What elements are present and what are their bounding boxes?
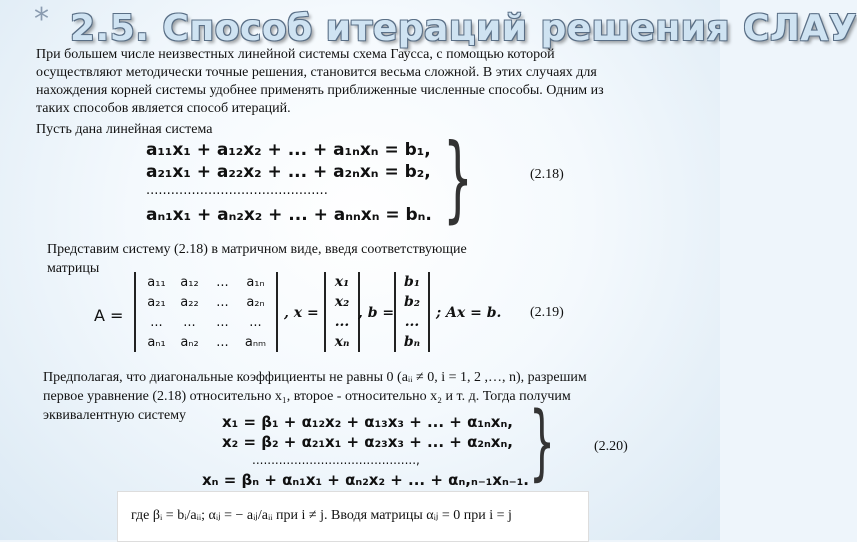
vector-x-label: , x = (284, 305, 319, 321)
intro-line-5: Пусть дана линейная система (36, 122, 213, 137)
vector-b-cell: b₁ (404, 274, 420, 290)
eq-number-219: (2.19) (530, 305, 564, 320)
system-218-row-3: ............................................ (146, 183, 328, 198)
matrix-A-cell: ... (216, 334, 229, 350)
assume-line-3: эквивалентную систему (43, 408, 187, 423)
matrix-A-cell: ... (216, 294, 229, 310)
matrix-intro-line-1: Представим систему (2.18) в матричном виде, введя соответствующие (47, 242, 467, 257)
slide-title: 2.5. Способ итераций решения СЛАУ (70, 8, 857, 49)
system-220-row-4: xₙ = βₙ + αₙ₁x₁ + αₙ₂x₂ + ... + αₙ,ₙ₋₁xₙ₋₁. (202, 471, 529, 489)
coefficient-definition: где βᵢ = bᵢ/aᵢᵢ; αᵢⱼ = − aᵢⱼ/aᵢᵢ при i ≠ j. Вводя матрицы αᵢⱼ = 0 при i = j (131, 508, 512, 523)
vector-b-cell: b₂ (404, 294, 420, 310)
matrix-A-cell: a₁₁ (147, 274, 166, 290)
matrix-A-cell: a₂ₙ (246, 294, 265, 310)
vector-x-cell: x₂ (334, 294, 350, 310)
assume-line-1: Предполагая, что диагональные коэффициенты не равны 0 (aᵢᵢ ≠ 0, i = 1, 2 ,…, n), разрешим (43, 370, 587, 385)
intro-line-1: При большем числе неизвестных линейной системы схема Гаусса, с помощью которой (36, 47, 555, 62)
intro-line-3: нахождения корней системы удобнее применять приближенные численные способы. Одним из (36, 83, 604, 98)
system-218-row-1: a₁₁x₁ + a₁₂x₂ + ... + a₁ₙxₙ = b₁, (146, 140, 431, 160)
assume-line-2: первое уравнение (2.18) относительно x₁, второе - относительно x₂ и т. д. Тогда получим (43, 389, 571, 404)
matrix-A-cell: a₂₁ (147, 294, 166, 310)
intro-line-4: таких способов является способ итераций. (36, 101, 291, 116)
matrix-A-cell: a₂₂ (180, 294, 199, 310)
vector-b (394, 272, 430, 352)
matrix-A-cell: aₙₘ (244, 334, 267, 350)
vector-x (324, 272, 360, 352)
matrix-A-cell: aₙ₂ (180, 334, 199, 350)
system-218-row-2: a₂₁x₁ + a₂₂x₂ + ... + a₂ₙxₙ = b₂, (146, 162, 431, 182)
matrix-A-cell: ... (183, 314, 196, 330)
vector-b-label: , b = (358, 305, 395, 321)
matrix-A (134, 272, 278, 352)
eq-number-220: (2.20) (594, 439, 628, 454)
system-220-row-2: x₂ = β₂ + α₂₁x₁ + α₂₃x₃ + ... + α₂ₙxₙ, (222, 433, 514, 451)
matrix-A-cell: ... (216, 274, 229, 290)
vector-b-cell: ... (404, 314, 420, 330)
bullet-star: * (34, 2, 49, 37)
matrix-A-cell: a₁₂ (180, 274, 199, 290)
vector-b-cell: bₙ (403, 334, 421, 350)
matrix-A-cell: ... (216, 314, 229, 330)
matrix-intro-line-2: матрицы (47, 261, 100, 276)
system-220-brace: } (529, 395, 556, 490)
system-218-row-4: aₙ₁x₁ + aₙ₂x₂ + ... + aₙₙxₙ = bₙ. (146, 205, 432, 225)
system-220-row-1: x₁ = β₁ + α₁₂x₂ + α₁₃x₃ + ... + α₁ₙxₙ, (222, 413, 514, 431)
matrix-A-cell: ... (249, 314, 262, 330)
matrix-A-cell: a₁ₙ (246, 274, 265, 290)
matrix-A-cell: ... (150, 314, 163, 330)
vector-x-cell: xₙ (334, 334, 350, 350)
system-220-row-3: ..........................................., (252, 453, 420, 467)
eq-number-218: (2.18) (530, 167, 564, 182)
matrix-A-label: A = (94, 306, 124, 325)
vector-x-cell: x₁ (334, 274, 350, 290)
vector-x-cell: ... (334, 314, 350, 330)
matrix-A-cell: aₙ₁ (147, 334, 166, 350)
system-218-brace: } (442, 124, 473, 233)
intro-line-2: осуществляют методически точные решения, становится весьма сложной. В этих случаях для (36, 65, 597, 80)
matrix-equation: ; Ax = b. (436, 305, 502, 321)
